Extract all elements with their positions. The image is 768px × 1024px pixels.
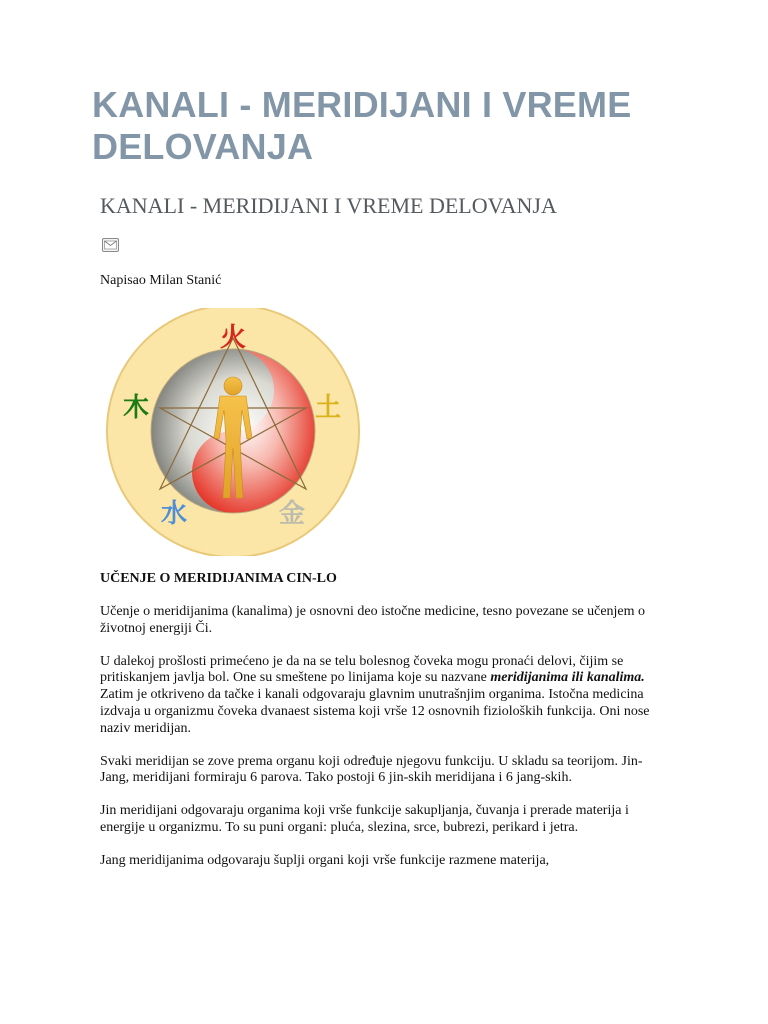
- paragraph-1: Učenje o meridijanima (kanalima) je osnovni deo istočne medicine, tesno povezane se učenjem o životnoj energiji Či.: [100, 604, 646, 636]
- paragraph-2: [100, 654, 660, 738]
- section-heading: UČENJE O MERIDIJANIMA CIN-LO: [100, 571, 337, 586]
- wood-symbol: 木: [122, 393, 150, 423]
- metal-symbol: 金: [278, 499, 306, 529]
- paragraph-3: Svaki meridijan se zove prema organu koji određuje njegovu funkciju. U skladu sa teorijom. Jin-Jang, meridijani formiraju 6 parova. Tako postoji 6 jin-skih meridijana i 6 jang-skih.: [100, 753, 643, 786]
- article-body: [100, 570, 660, 886]
- paragraph-5: Jang meridijanima odgovaraju šuplji organi koji vrše funkcije razmene materija,: [100, 852, 550, 868]
- paragraph-2-start: U dalekoj prošlosti primećeno je da na se telu bolesnog čoveka mogu pronaći delovi, čijim se pritiskanjem javlja bol. One su smeštene po linijama koje su nazvane: [100, 653, 624, 686]
- page-title: KANALI - MERIDIJANI I VREME DELOVANJA: [92, 84, 632, 167]
- earth-symbol: 土: [314, 393, 342, 423]
- paragraph-2-end: Zatim je otkriveno da tačke i kanali odgovaraju glavnim unutrašnjim organima. Istočna medicina izdvaja u organizmu čoveka dvanaest sistema koji vrše 12 osnovnih fizioloških funkcija. Oni nose naziv meridijan.: [100, 687, 650, 736]
- emphasis-meridians: meridijanima ili kanalima.: [490, 670, 645, 686]
- five-elements-figure: [102, 308, 364, 556]
- water-symbol: 水: [160, 499, 188, 529]
- paragraph-4: Jin meridijani odgovaraju organima koji vrše funkcije sakupljanja, čuvanja i prerade materija i energije u organizmu. To su puni organi: pluća, slezina, srce, bubrezi, perikard i jetra.: [100, 803, 629, 835]
- fire-symbol: 火: [219, 323, 247, 353]
- envelope-icon[interactable]: [102, 238, 119, 252]
- author-byline: Napisao Milan Stanić: [100, 273, 222, 288]
- article-title: KANALI - MERIDIJANI I VREME DELOVANJA: [100, 193, 557, 218]
